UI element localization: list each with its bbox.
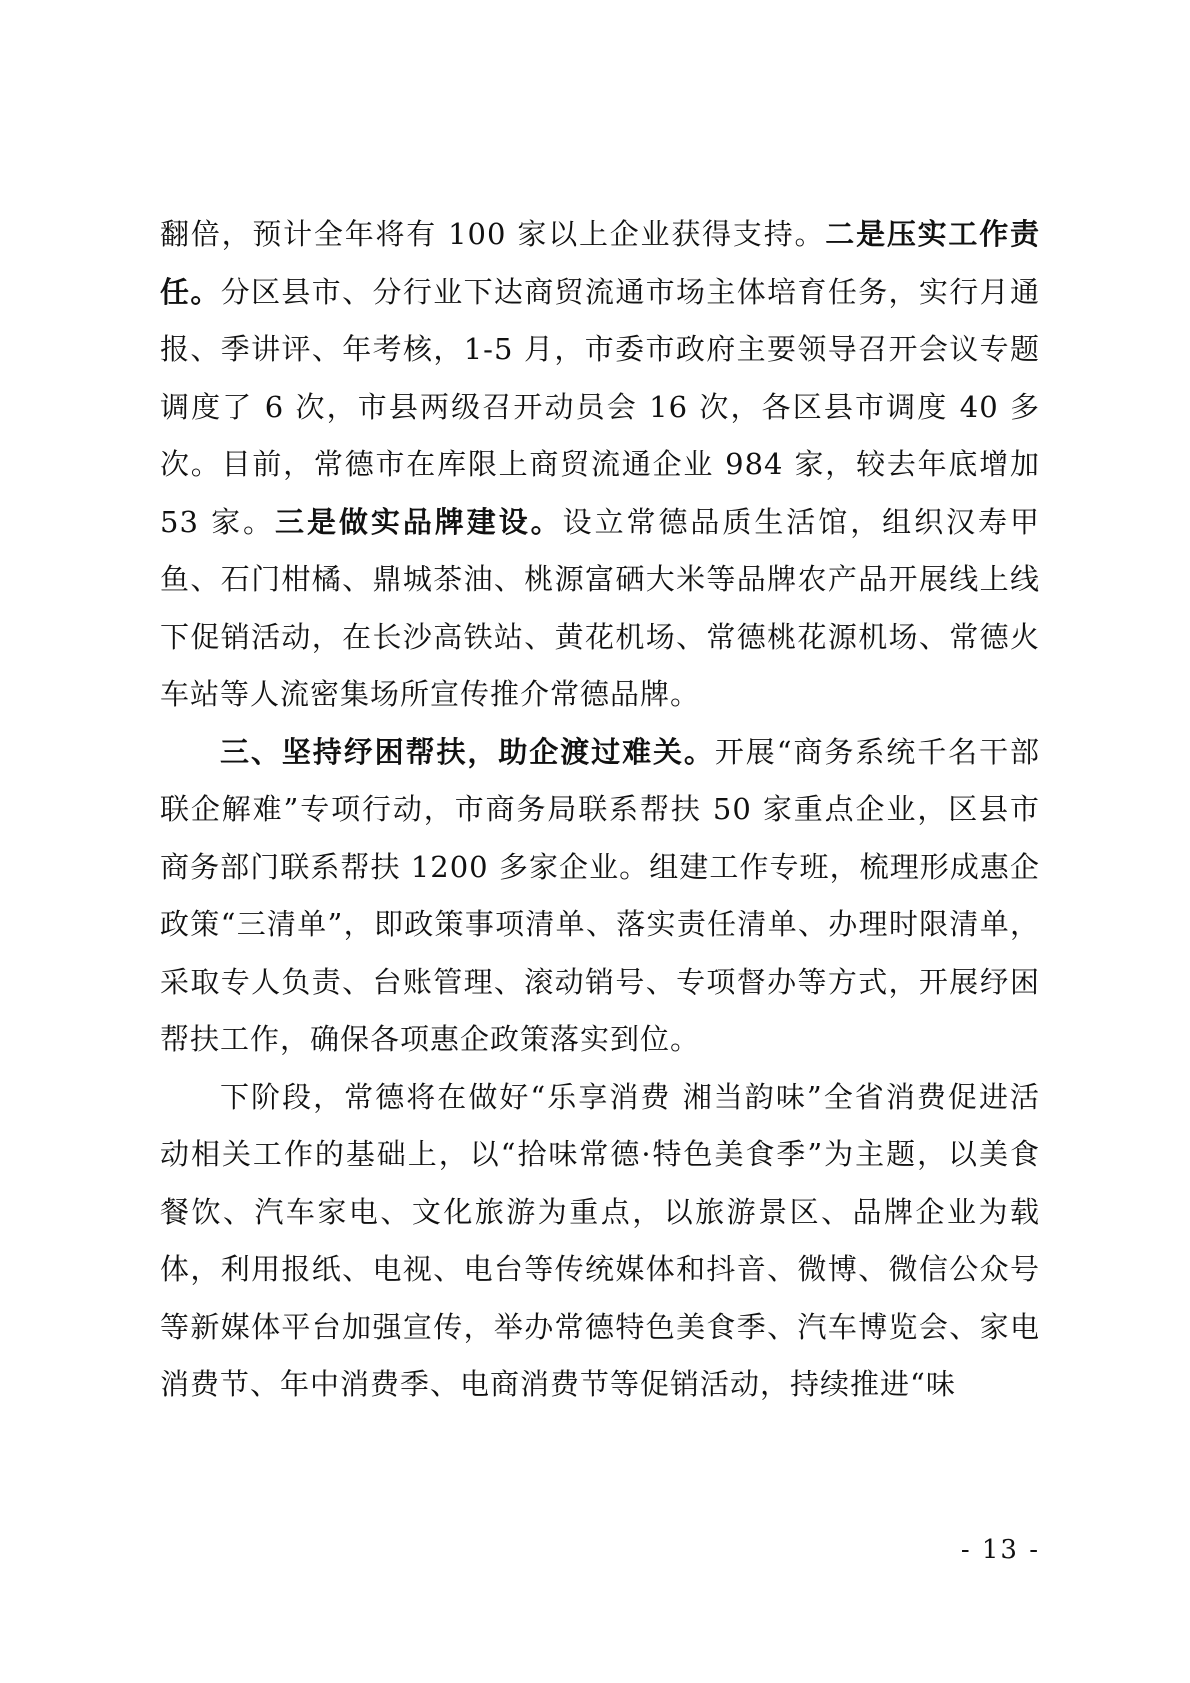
paragraph1-text-3: 设立常德品质生活馆，组织汉寿甲鱼、石门柑橘、鼎城茶油、桃源富硒大米等品牌农产品开展线上线下促销活动，在长沙高铁站、黄花机场、常德桃花源机场、常德火车站等人流密集场所宣传推介常德品牌。 xyxy=(160,504,1040,711)
paragraph1-text-1: 翻倍，预计全年将有 100 家以上企业获得支持。 xyxy=(160,217,826,251)
paragraph-relief-support xyxy=(160,724,1040,1069)
paragraph2-text: 开展“商务系统千名干部联企解难”专项行动，市商务局联系帮扶 50 家重点企业，区县市商务部门联系帮扶 1200 多家企业。组建工作专班，梳理形成惠企政策“三清单”，即政策事项清单、落实责任清单、办理时限清单，采取专人负责、台账管理、滚动销号、专项督办等方式，开展纾困帮扶工作，确保各项惠企政策落实到位。 xyxy=(160,734,1040,1056)
document-body xyxy=(160,206,1040,1414)
section-heading-relief: 三、坚持纾困帮扶，助企渡过难关。 xyxy=(220,734,715,769)
paragraph-market-entities xyxy=(160,206,1040,724)
paragraph1-bold-responsibility: 二是压实工作责任。 xyxy=(160,217,1040,309)
page-number: - 13 - xyxy=(960,1535,1040,1565)
paragraph1-bold-brand: 三是做实品牌建设。 xyxy=(275,504,563,539)
paragraph1-text-2: 分区县市、分行业下达商贸流通市场主体培育任务，实行月通报、季讲评、年考核，1-5 月，市委市政府主要领导召开会议专题调度了 6 次，市县两级召开动员会 16 次，各区县市调度 40 多次。目前，常德市在库限上商贸流通企业 984 家，较去年底增加 53 家。 xyxy=(160,274,1040,539)
paragraph3-text: 下阶段，常德将在做好“乐享消费 湘当韵味”全省消费促进活动相关工作的基础上，以“拾味常德·特色美食季”为主题，以美食餐饮、汽车家电、文化旅游为重点，以旅游景区、品牌企业为载体，利用报纸、电视、电台等传统媒体和抖音、微博、微信公众号等新媒体平台加强宣传，举办常德特色美食季、汽车博览会、家电消费节、年中消费季、电商消费节等促销活动，持续推进“味 xyxy=(160,1079,1040,1401)
paragraph-next-stage xyxy=(160,1069,1040,1414)
